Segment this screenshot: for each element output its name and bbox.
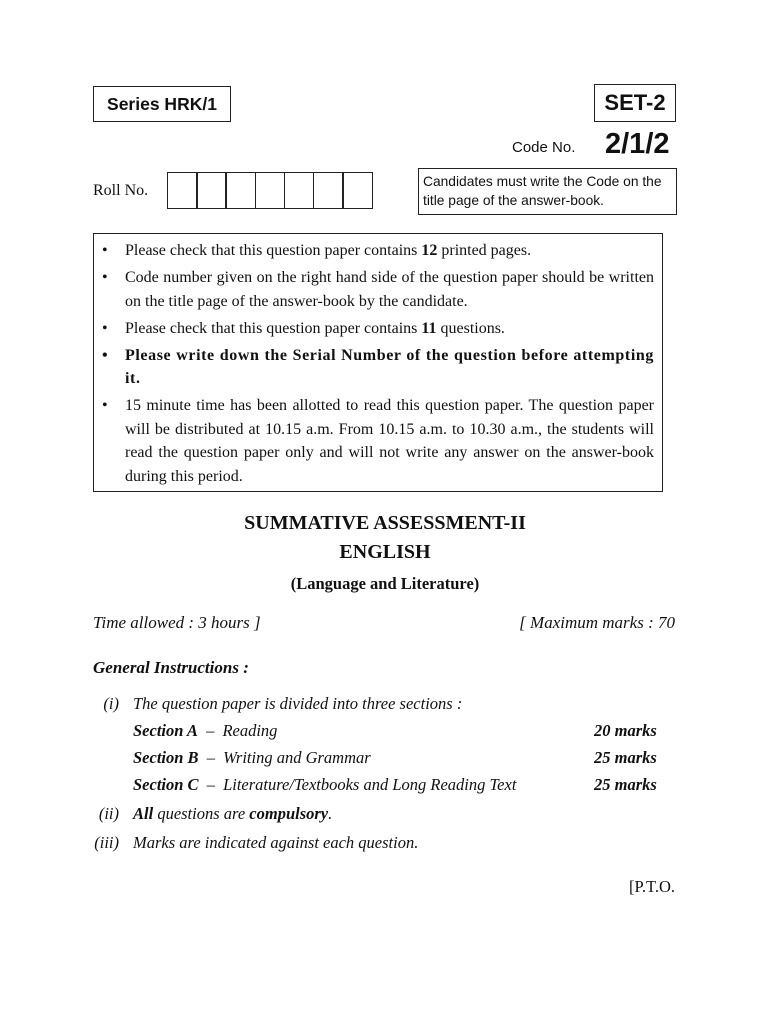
section-name: Section B <box>133 748 199 767</box>
instruction-number: (ii) <box>98 804 119 823</box>
checklist <box>93 233 663 492</box>
roll-box <box>167 172 198 209</box>
maximum-marks: [ Maximum marks : 70 <box>519 613 675 632</box>
series-label: Series HRK/1 <box>93 86 231 122</box>
page-turn-over: [P.T.O. <box>629 877 675 896</box>
instruction-text: All questions are compulsory. <box>133 804 333 823</box>
set-label: SET-2 <box>594 84 676 122</box>
instruction-number: (i) <box>103 694 119 713</box>
section-desc: Literature/Textbooks and Long Reading Text <box>223 775 517 794</box>
roll-label: Roll No. <box>93 182 149 199</box>
section-row <box>133 775 516 795</box>
checklist-item: • Please check that this question paper contains 11 questions. <box>102 317 654 341</box>
instruction-text: Marks are indicated against each question. <box>133 833 419 852</box>
subject-title: ENGLISH <box>339 541 431 563</box>
checklist-item: • Code number given on the right hand side of the question paper should be written on the title page of the answer-book by the candidate. <box>102 266 654 313</box>
section-marks: 25 marks <box>594 775 657 794</box>
instruction-text: The question paper is divided into three sections : <box>133 694 463 713</box>
code-value: 2/1/2 <box>605 128 670 160</box>
roll-box <box>342 172 373 209</box>
section-row <box>133 721 277 741</box>
exam-title: SUMMATIVE ASSESSMENT-II <box>244 512 526 534</box>
roll-number-boxes <box>167 172 373 209</box>
section-desc: Writing and Grammar <box>223 748 371 767</box>
time-allowed: Time allowed : 3 hours ] <box>93 613 261 632</box>
code-label: Code No. <box>512 139 576 156</box>
roll-box <box>284 172 315 209</box>
checklist-item: • Please check that this question paper contains 12 printed pages. <box>102 239 654 263</box>
section-row <box>133 748 371 768</box>
roll-box <box>313 172 344 209</box>
roll-box <box>196 172 227 209</box>
checklist-item: • 15 minute time has been allotted to read this question paper. The question paper will be distributed at 10.15 a.m. From 10.15 a.m. to 10.30 a.m., the students will read the question paper only and will not write any answer on the answer-book during this period. <box>102 394 654 488</box>
section-name: Section A <box>133 721 198 740</box>
subject-subtitle: (Language and Literature) <box>290 574 480 593</box>
general-instructions-heading: General Instructions : <box>93 658 249 677</box>
section-dash: – <box>206 748 215 767</box>
section-dash: – <box>206 775 215 794</box>
section-name: Section C <box>133 775 199 794</box>
section-marks: 20 marks <box>594 721 657 740</box>
roll-box <box>255 172 286 209</box>
instruction-number: (iii) <box>94 833 119 852</box>
candidate-note: Candidates must write the Code on the title page of the answer-book. <box>418 168 677 215</box>
section-dash: – <box>206 721 215 740</box>
roll-box <box>225 172 256 209</box>
section-marks: 25 marks <box>594 748 657 767</box>
section-desc: Reading <box>222 721 278 740</box>
checklist-item: • Please write down the Serial Number of the question before attempting it. <box>102 344 654 391</box>
